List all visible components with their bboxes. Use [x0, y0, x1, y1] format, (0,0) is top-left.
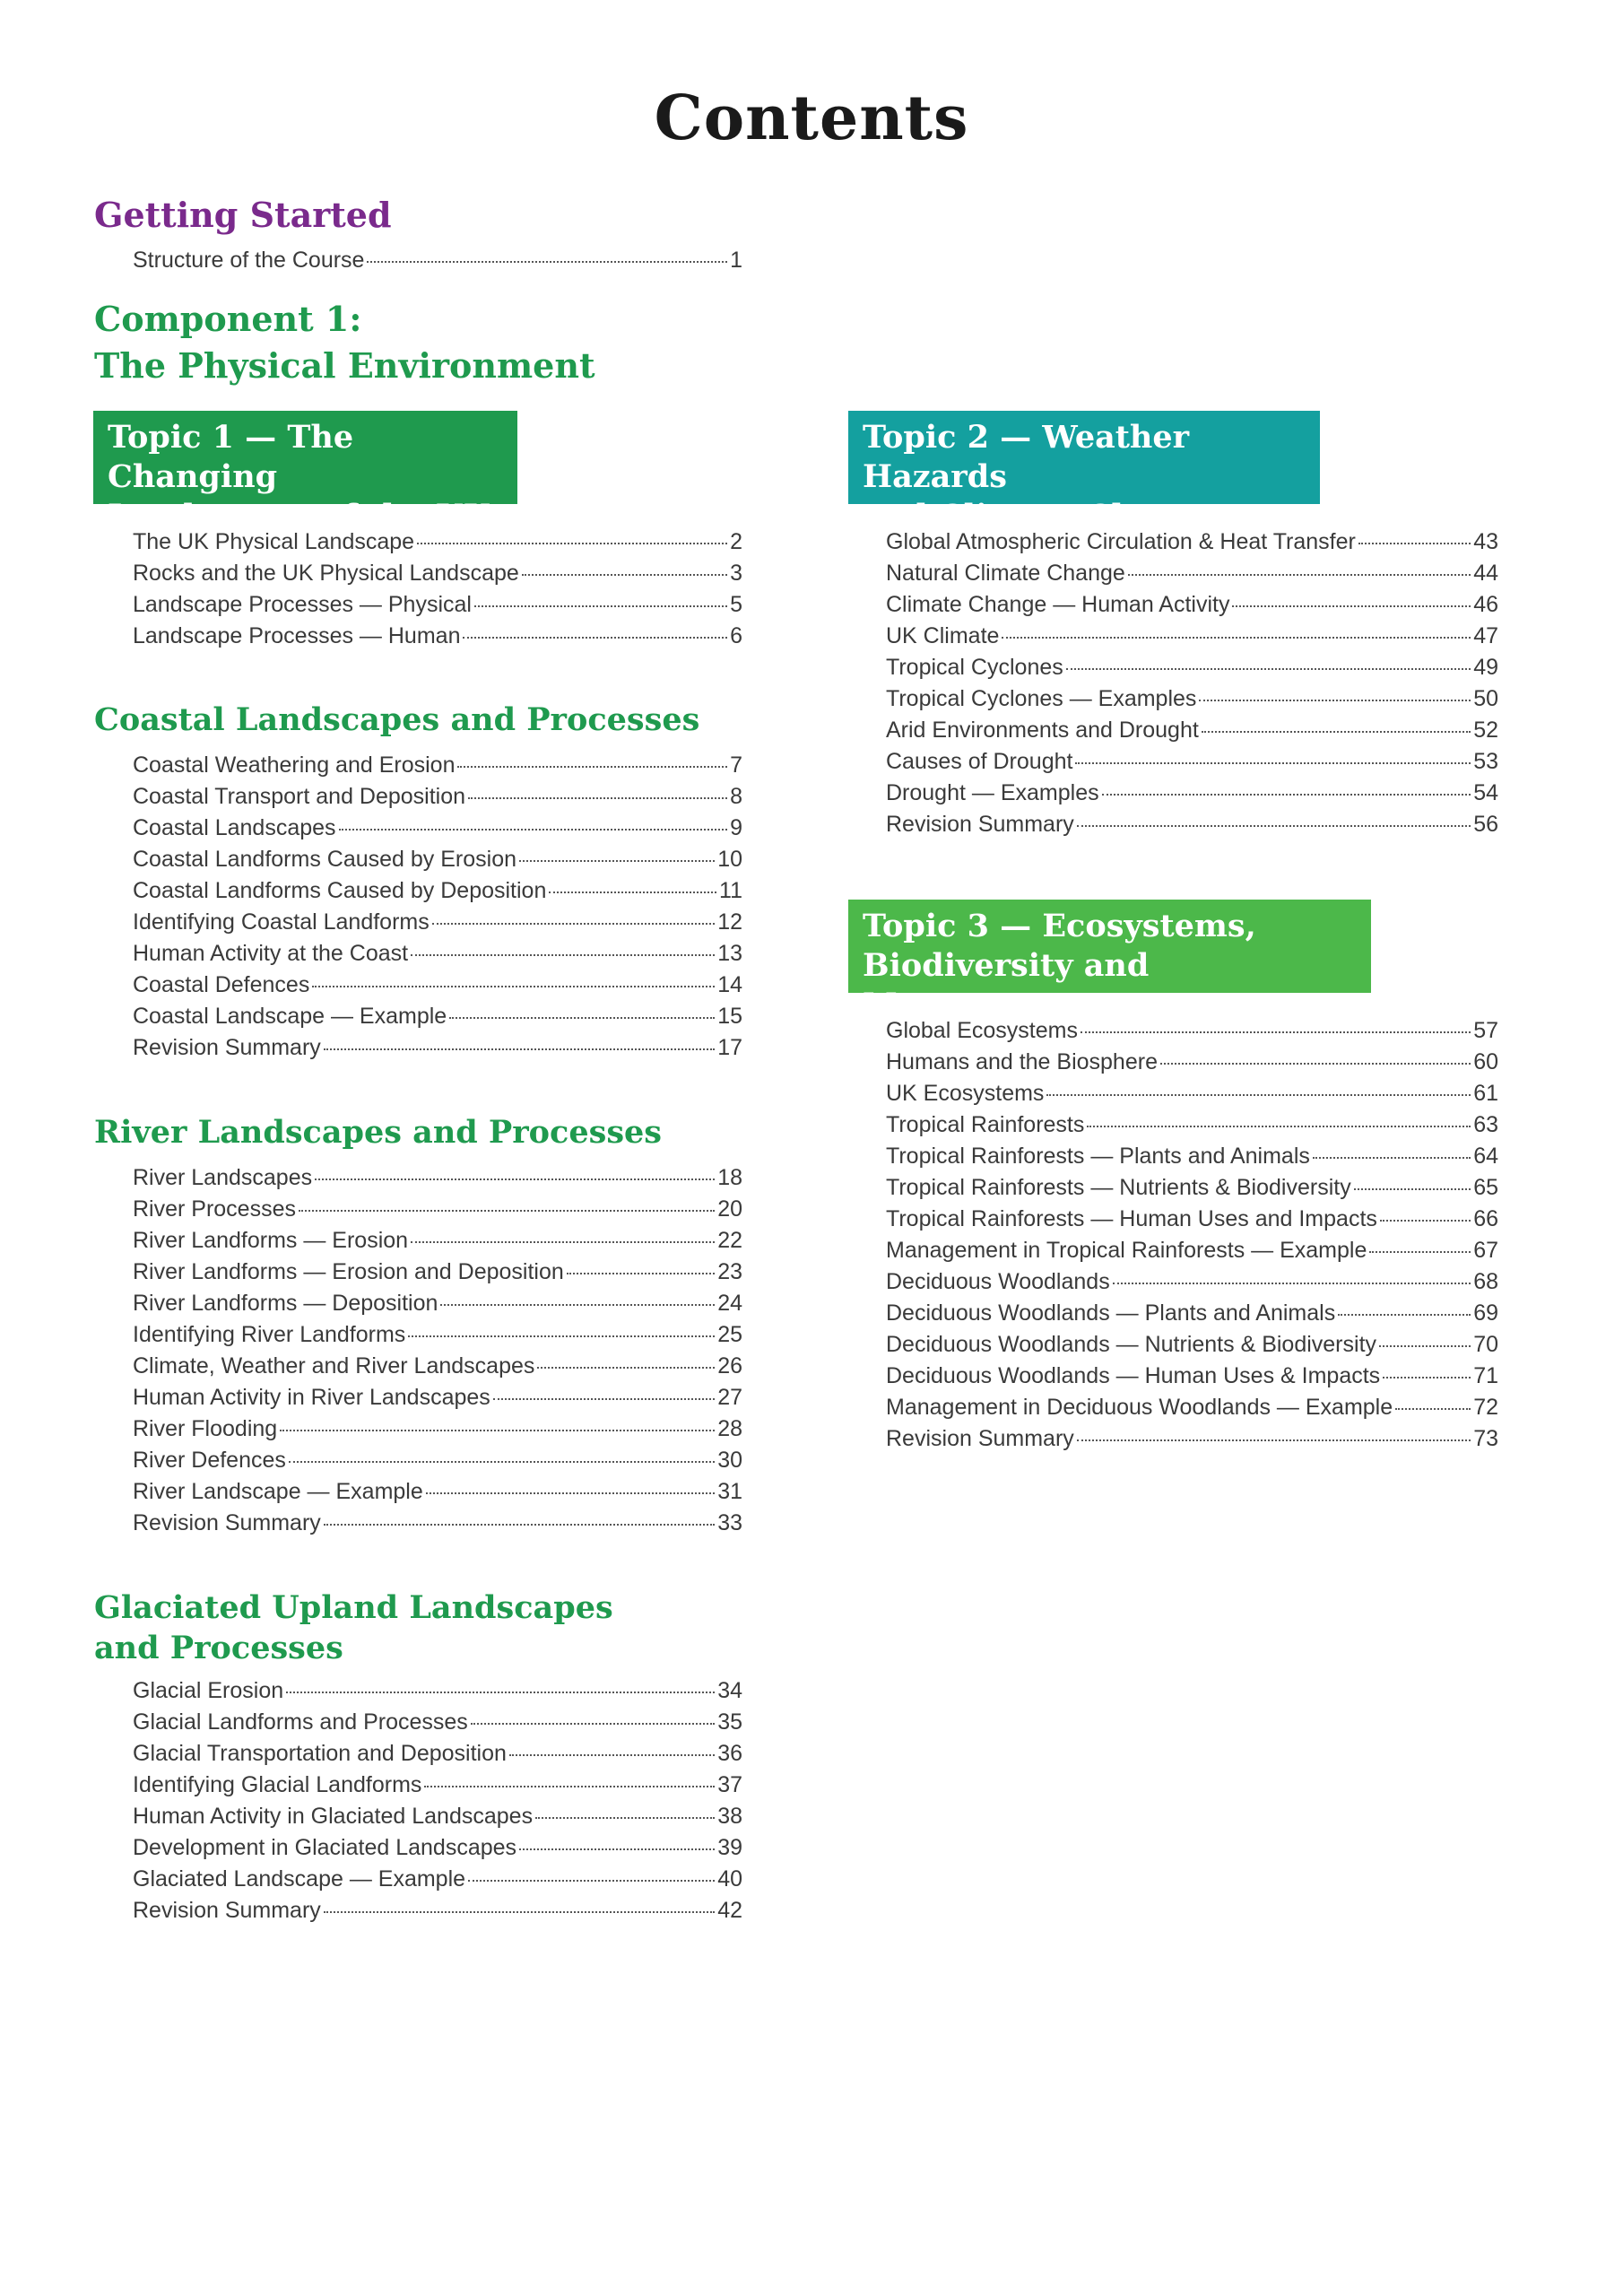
dot-leader	[411, 1241, 715, 1243]
toc-entry-page: 49	[1473, 655, 1498, 680]
toc-entry	[133, 1353, 742, 1385]
dot-leader	[315, 1178, 715, 1180]
dot-leader	[535, 1817, 715, 1819]
toc-entry	[886, 1395, 1498, 1426]
toc-entry	[133, 752, 742, 784]
toc-entry-page: 34	[717, 1678, 742, 1703]
dot-leader	[493, 1398, 715, 1400]
toc-entry-title: Tropical Cyclones	[886, 655, 1063, 680]
dot-leader	[411, 954, 715, 956]
coastal-heading: Coastal Landscapes and Processes	[94, 701, 700, 738]
toc-entry-page: 17	[717, 1035, 742, 1060]
toc-entry	[886, 592, 1498, 623]
dot-leader	[1369, 1251, 1471, 1253]
dot-leader	[549, 891, 716, 893]
glaciated-list	[133, 1678, 742, 1929]
topic2-banner-line1: Topic 2 — Weather Hazards	[863, 419, 1190, 495]
toc-entry-page: 6	[730, 623, 742, 648]
toc-entry	[886, 1018, 1498, 1049]
dot-leader	[1379, 1345, 1471, 1347]
toc-entry-title: Global Atmospheric Circulation & Heat Transfer	[886, 529, 1356, 554]
dot-leader	[1128, 574, 1471, 576]
dot-leader	[312, 986, 715, 987]
toc-entry-title: Global Ecosystems	[886, 1018, 1078, 1043]
dot-leader	[1081, 1031, 1471, 1033]
dot-leader	[1160, 1063, 1471, 1065]
topic1-banner	[93, 411, 517, 535]
toc-entry	[133, 847, 742, 878]
toc-entry-page: 20	[717, 1196, 742, 1222]
toc-entry-page: 7	[730, 752, 742, 778]
toc-entry-page: 64	[1473, 1144, 1498, 1169]
toc-entry-title: Landscape Processes — Physical	[133, 592, 472, 617]
toc-entry	[133, 1196, 742, 1228]
toc-entry	[133, 248, 742, 279]
toc-entry	[886, 749, 1498, 780]
toc-entry-title: Arid Environments and Drought	[886, 718, 1199, 743]
toc-entry-title: Identifying Glacial Landforms	[133, 1772, 422, 1797]
toc-entry-title: Coastal Landforms Caused by Erosion	[133, 847, 517, 872]
toc-entry	[886, 561, 1498, 592]
topic1-banner-line2: Landscapes of the UK	[108, 498, 491, 535]
glaciated-heading-line2: and Processes	[94, 1630, 343, 1666]
toc-entry	[133, 1835, 742, 1866]
component-heading-line2: The Physical Environment	[94, 345, 595, 386]
toc-entry-page: 70	[1473, 1332, 1498, 1357]
toc-entry-title: River Processes	[133, 1196, 296, 1222]
river-heading: River Landscapes and Processes	[94, 1114, 662, 1151]
toc-entry-page: 65	[1473, 1175, 1498, 1200]
dot-leader	[457, 766, 727, 768]
toc-entry-title: River Flooding	[133, 1416, 278, 1441]
toc-entry-page: 43	[1473, 529, 1498, 554]
dot-leader	[519, 860, 715, 862]
dot-leader	[289, 1461, 715, 1463]
dot-leader	[1354, 1188, 1471, 1190]
toc-entry-page: 52	[1473, 718, 1498, 743]
toc-entry-page: 24	[717, 1291, 742, 1316]
toc-entry-title: Glaciated Landscape — Example	[133, 1866, 466, 1892]
toc-entry-title: Deciduous Woodlands — Human Uses & Impacts	[886, 1363, 1381, 1388]
toc-entry-title: Identifying River Landforms	[133, 1322, 406, 1347]
toc-entry-title: Human Activity at the Coast	[133, 941, 409, 966]
toc-entry-page: 72	[1473, 1395, 1498, 1420]
toc-entry-title: River Landscapes	[133, 1165, 313, 1190]
dot-leader	[417, 543, 727, 544]
dot-leader	[463, 637, 727, 639]
topic2-banner-line2: and Climate Change	[863, 498, 1219, 535]
toc-entry-page: 5	[730, 592, 742, 617]
toc-entry-title: Coastal Landforms Caused by Deposition	[133, 878, 547, 903]
dot-leader	[324, 1524, 715, 1526]
toc-entry	[886, 718, 1498, 749]
toc-entry-page: 50	[1473, 686, 1498, 711]
dot-leader	[468, 1880, 715, 1882]
toc-entry-title: Tropical Rainforests — Nutrients & Biodiversity	[886, 1175, 1351, 1200]
toc-entry-page: 13	[717, 941, 742, 966]
toc-entry	[133, 1479, 742, 1510]
toc-entry	[886, 1049, 1498, 1081]
topic2-list	[886, 529, 1498, 843]
toc-entry	[133, 941, 742, 972]
dot-leader	[1358, 543, 1471, 544]
dot-leader	[1199, 700, 1471, 701]
dot-leader	[1380, 1220, 1471, 1222]
toc-entry-title: River Landforms — Erosion	[133, 1228, 409, 1253]
toc-entry-page: 61	[1473, 1081, 1498, 1106]
toc-entry-page: 31	[717, 1479, 742, 1504]
toc-entry-title: Human Activity in River Landscapes	[133, 1385, 490, 1410]
toc-entry-title: River Defences	[133, 1448, 286, 1473]
toc-entry-page: 9	[730, 815, 742, 840]
dot-leader	[432, 923, 715, 925]
toc-entry-page: 33	[717, 1510, 742, 1535]
toc-entry	[133, 972, 742, 1004]
dot-leader	[468, 797, 727, 799]
toc-entry-title: Rocks and the UK Physical Landscape	[133, 561, 519, 586]
toc-entry	[133, 1385, 742, 1416]
toc-entry	[886, 529, 1498, 561]
toc-entry	[133, 1866, 742, 1898]
toc-entry	[133, 1416, 742, 1448]
toc-entry-page: 37	[717, 1772, 742, 1797]
toc-entry-title: Glacial Landforms and Processes	[133, 1709, 468, 1735]
toc-entry	[133, 909, 742, 941]
dot-leader	[299, 1210, 715, 1212]
dot-leader	[339, 829, 728, 831]
dot-leader	[1075, 762, 1471, 764]
toc-entry-page: 47	[1473, 623, 1498, 648]
toc-entry-page: 40	[717, 1866, 742, 1892]
toc-entry-page: 27	[717, 1385, 742, 1410]
dot-leader	[1202, 731, 1471, 733]
toc-entry	[133, 815, 742, 847]
toc-entry-title: Identifying Coastal Landforms	[133, 909, 430, 935]
toc-entry-title: Tropical Rainforests	[886, 1112, 1085, 1137]
toc-entry-page: 39	[717, 1835, 742, 1860]
toc-entry-page: 15	[717, 1004, 742, 1029]
dot-leader	[1066, 668, 1471, 670]
dot-leader	[1383, 1377, 1471, 1378]
toc-entry-title: Coastal Defences	[133, 972, 310, 997]
toc-entry-title: Revision Summary	[133, 1510, 321, 1535]
toc-entry	[133, 1898, 742, 1929]
topic2-banner	[848, 411, 1320, 535]
dot-leader	[1232, 605, 1471, 607]
toc-entry	[886, 1144, 1498, 1175]
toc-entry	[133, 878, 742, 909]
dot-leader	[1046, 1094, 1471, 1096]
dot-leader	[1087, 1126, 1471, 1127]
dot-leader	[408, 1335, 715, 1337]
toc-entry-page: 36	[717, 1741, 742, 1766]
dot-leader	[1338, 1314, 1471, 1316]
toc-entry-title: Human Activity in Glaciated Landscapes	[133, 1804, 534, 1829]
toc-entry-page: 22	[717, 1228, 742, 1253]
toc-entry	[133, 1741, 742, 1772]
toc-entry	[886, 1112, 1498, 1144]
toc-entry-title: Climate, Weather and River Landscapes	[133, 1353, 535, 1378]
toc-entry-page: 28	[717, 1416, 742, 1441]
toc-entry-page: 73	[1473, 1426, 1498, 1451]
dot-leader	[1077, 1439, 1471, 1441]
toc-entry-title: Coastal Weathering and Erosion	[133, 752, 456, 778]
component-heading	[94, 296, 595, 389]
toc-entry-title: The UK Physical Landscape	[133, 529, 415, 554]
toc-entry	[133, 1709, 742, 1741]
toc-entry	[133, 1322, 742, 1353]
dot-leader	[286, 1692, 715, 1693]
dot-leader	[440, 1304, 715, 1306]
dot-leader	[324, 1911, 715, 1913]
dot-leader	[280, 1430, 715, 1431]
coastal-list	[133, 752, 742, 1066]
toc-entry-title: River Landforms — Deposition	[133, 1291, 438, 1316]
toc-entry-page: 35	[717, 1709, 742, 1735]
toc-entry-page: 53	[1473, 749, 1498, 774]
toc-entry	[886, 1269, 1498, 1300]
dot-leader	[426, 1492, 715, 1494]
component-heading-line1: Component 1:	[94, 299, 362, 339]
dot-leader	[1102, 794, 1471, 796]
toc-entry-title: Tropical Rainforests — Plants and Animals	[886, 1144, 1310, 1169]
toc-entry-title: Development in Glaciated Landscapes	[133, 1835, 517, 1860]
toc-entry	[133, 1165, 742, 1196]
toc-entry-page: 23	[717, 1259, 742, 1284]
dot-leader	[522, 574, 727, 576]
toc-entry-page: 42	[717, 1898, 742, 1923]
getting-started-list	[133, 248, 742, 279]
toc-entry-title: River Landscape — Example	[133, 1479, 423, 1504]
toc-entry	[133, 1259, 742, 1291]
toc-entry	[133, 1228, 742, 1259]
toc-entry	[133, 529, 742, 561]
dot-leader	[474, 605, 727, 607]
toc-entry	[133, 1510, 742, 1542]
toc-entry-page: 66	[1473, 1206, 1498, 1231]
toc-entry	[886, 812, 1498, 843]
toc-entry-page: 26	[717, 1353, 742, 1378]
glaciated-heading	[94, 1587, 613, 1668]
toc-entry-page: 25	[717, 1322, 742, 1347]
page-title: Contents	[654, 83, 969, 154]
topic1-list	[133, 529, 742, 655]
toc-entry-page: 67	[1473, 1238, 1498, 1263]
toc-entry-title: UK Climate	[886, 623, 1000, 648]
toc-entry-title: Tropical Rainforests — Human Uses and Impacts	[886, 1206, 1377, 1231]
toc-entry-page: 8	[730, 784, 742, 809]
dot-leader	[424, 1786, 715, 1787]
toc-entry-title: Deciduous Woodlands — Plants and Animals	[886, 1300, 1336, 1326]
toc-entry	[886, 655, 1498, 686]
toc-entry-page: 44	[1473, 561, 1498, 586]
dot-leader	[324, 1048, 715, 1050]
toc-entry	[133, 592, 742, 623]
toc-entry-title: Revision Summary	[133, 1035, 321, 1060]
dot-leader	[567, 1273, 715, 1274]
toc-entry-page: 1	[730, 248, 742, 273]
toc-entry-title: Management in Deciduous Woodlands — Example	[886, 1395, 1393, 1420]
toc-entry-page: 18	[717, 1165, 742, 1190]
toc-entry	[133, 784, 742, 815]
toc-entry-title: Revision Summary	[133, 1898, 321, 1923]
dot-leader	[1313, 1157, 1471, 1159]
dot-leader	[519, 1848, 715, 1850]
toc-entry-title: Humans and the Biosphere	[886, 1049, 1158, 1074]
toc-entry-title: Management in Tropical Rainforests — Example	[886, 1238, 1367, 1263]
toc-entry-page: 30	[717, 1448, 742, 1473]
toc-entry	[133, 1804, 742, 1835]
toc-entry	[133, 1004, 742, 1035]
toc-entry	[886, 1206, 1498, 1238]
toc-entry-page: 3	[730, 561, 742, 586]
toc-entry-page: 2	[730, 529, 742, 554]
topic3-banner	[848, 900, 1371, 1023]
dot-leader	[1395, 1408, 1471, 1410]
toc-entry	[886, 1238, 1498, 1269]
toc-entry-title: UK Ecosystems	[886, 1081, 1045, 1106]
toc-entry-title: Deciduous Woodlands	[886, 1269, 1110, 1294]
toc-entry	[133, 623, 742, 655]
toc-entry	[886, 1332, 1498, 1363]
toc-entry-page: 63	[1473, 1112, 1498, 1137]
toc-entry	[133, 561, 742, 592]
dot-leader	[537, 1367, 715, 1369]
toc-entry-title: Coastal Landscape — Example	[133, 1004, 447, 1029]
toc-entry-title: Glacial Transportation and Deposition	[133, 1741, 507, 1766]
topic3-banner-line1: Topic 3 — Ecosystems,	[863, 908, 1256, 944]
toc-entry	[886, 1300, 1498, 1332]
topic3-list	[886, 1018, 1498, 1457]
toc-entry	[886, 623, 1498, 655]
toc-entry-page: 68	[1473, 1269, 1498, 1294]
toc-entry	[133, 1291, 742, 1322]
toc-entry-title: River Landforms — Erosion and Deposition	[133, 1259, 564, 1284]
toc-entry	[886, 1363, 1498, 1395]
dot-leader	[367, 261, 727, 263]
toc-entry	[886, 780, 1498, 812]
toc-entry-title: Landscape Processes — Human	[133, 623, 461, 648]
toc-entry-title: Drought — Examples	[886, 780, 1099, 805]
toc-entry-title: Revision Summary	[886, 812, 1074, 837]
toc-entry-page: 46	[1473, 592, 1498, 617]
toc-entry-title: Deciduous Woodlands — Nutrients & Biodiversity	[886, 1332, 1377, 1357]
toc-entry-title: Climate Change — Human Activity	[886, 592, 1230, 617]
toc-entry-title: Revision Summary	[886, 1426, 1074, 1451]
toc-entry-page: 69	[1473, 1300, 1498, 1326]
toc-entry-title: Coastal Transport and Deposition	[133, 784, 466, 809]
toc-entry	[886, 1426, 1498, 1457]
toc-entry	[886, 686, 1498, 718]
toc-entry-title: Tropical Cyclones — Examples	[886, 686, 1197, 711]
toc-entry-title: Causes of Drought	[886, 749, 1073, 774]
dot-leader	[471, 1723, 715, 1725]
toc-entry-page: 14	[717, 972, 742, 997]
toc-entry-title: Glacial Erosion	[133, 1678, 284, 1703]
toc-entry-page: 71	[1473, 1363, 1498, 1388]
toc-entry	[886, 1081, 1498, 1112]
toc-entry-page: 10	[717, 847, 742, 872]
getting-started-heading: Getting Started	[94, 195, 392, 235]
toc-entry-page: 56	[1473, 812, 1498, 837]
toc-entry	[886, 1175, 1498, 1206]
toc-entry	[133, 1035, 742, 1066]
dot-leader	[1002, 637, 1471, 639]
toc-entry-page: 38	[717, 1804, 742, 1829]
dot-leader	[509, 1754, 715, 1756]
toc-entry	[133, 1772, 742, 1804]
toc-entry-title: Coastal Landscapes	[133, 815, 336, 840]
toc-entry-title: Structure of the Course	[133, 248, 365, 273]
dot-leader	[1113, 1283, 1471, 1284]
topic1-banner-line1: Topic 1 — The Changing	[108, 419, 354, 495]
toc-entry-page: 11	[719, 878, 742, 903]
dot-leader	[1077, 825, 1471, 827]
toc-entry-page: 57	[1473, 1018, 1498, 1043]
dot-leader	[449, 1017, 715, 1019]
toc-entry-page: 12	[717, 909, 742, 935]
toc-entry-page: 54	[1473, 780, 1498, 805]
toc-entry	[133, 1678, 742, 1709]
toc-entry-title: Natural Climate Change	[886, 561, 1125, 586]
topic3-banner-line2: Biodiversity and Management	[863, 947, 1150, 1023]
toc-entry-page: 60	[1473, 1049, 1498, 1074]
glaciated-heading-line1: Glaciated Upland Landscapes	[94, 1589, 613, 1626]
toc-entry	[133, 1448, 742, 1479]
river-list	[133, 1165, 742, 1542]
